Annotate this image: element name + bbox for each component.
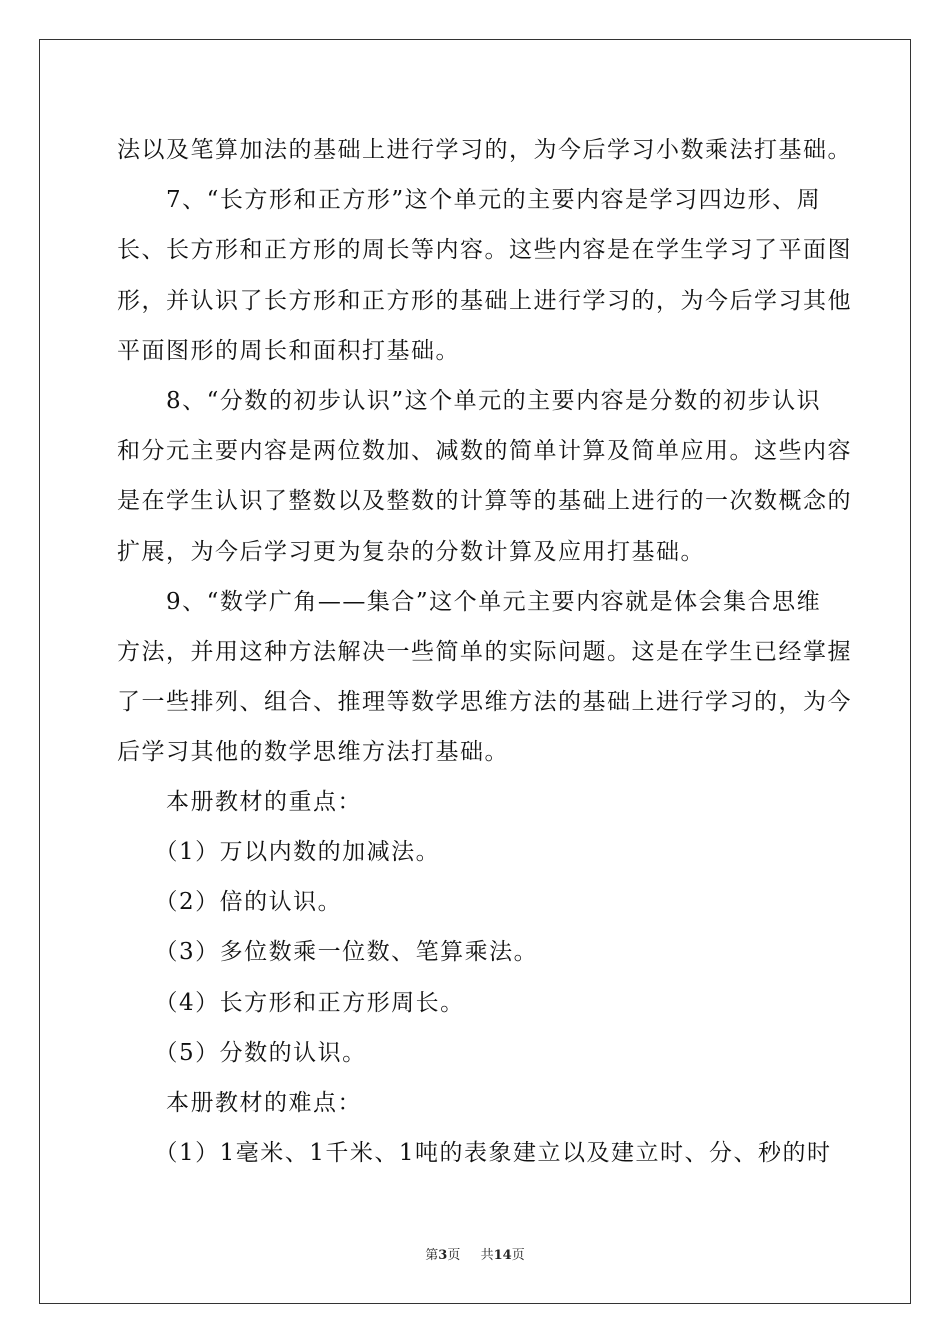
text-line: （2）倍的认识。 (117, 889, 343, 915)
text-line: （1）万以内数的加减法。 (117, 839, 441, 865)
text-line: 法以及笔算加法的基础上进行学习的，为今后学习小数乘法打基础。 (117, 137, 852, 163)
total-suffix: 页 (511, 1248, 525, 1263)
text-line: 9、“数学广角——集合”这个单元主要内容就是体会集合思维 (117, 589, 822, 615)
text-line: 本册教材的难点： (117, 1090, 362, 1116)
text-line: 8、“分数的初步认识”这个单元的主要内容是分数的初步认识 (117, 388, 822, 414)
text-line: 扩展，为今后学习更为复杂的分数计算及应用打基础。 (117, 539, 705, 565)
page-footer (0, 1247, 950, 1265)
text-line: 后学习其他的数学思维方法打基础。 (117, 739, 509, 765)
text-line: 本册教材的重点： (117, 789, 362, 815)
page-number: 3 (438, 1248, 448, 1263)
text-line: 平面图形的周长和面积打基础。 (117, 338, 460, 364)
text-line: 是在学生认识了整数以及整数的计算等的基础上进行的一次数概念的 (117, 488, 852, 514)
text-line: （4）长方形和正方形周长。 (117, 990, 465, 1016)
total-prefix: 共 (480, 1248, 494, 1263)
text-line: （1）1毫米、1千米、1吨的表象建立以及建立时、分、秒的时 (117, 1140, 832, 1166)
text-line: （3）多位数乘一位数、笔算乘法。 (117, 939, 539, 965)
total-pages: 14 (493, 1248, 512, 1263)
text-line: 和分元主要内容是两位数加、减数的简单计算及简单应用。这些内容 (117, 438, 852, 464)
text-line: 方法，并用这种方法解决一些简单的实际问题。这是在学生已经掌握 (117, 639, 852, 665)
text-line: 7、“长方形和正方形”这个单元的主要内容是学习四边形、周 (117, 187, 822, 213)
text-line: 形，并认识了长方形和正方形的基础上进行学习的，为今后学习其他 (117, 288, 852, 314)
page-prefix: 第 (425, 1248, 439, 1263)
page-suffix: 页 (447, 1248, 461, 1263)
text-line: （5）分数的认识。 (117, 1040, 367, 1066)
text-line: 长、长方形和正方形的周长等内容。这些内容是在学生学习了平面图 (117, 237, 852, 263)
text-line: 了一些排列、组合、推理等数学思维方法的基础上进行学习的，为今 (117, 689, 852, 715)
